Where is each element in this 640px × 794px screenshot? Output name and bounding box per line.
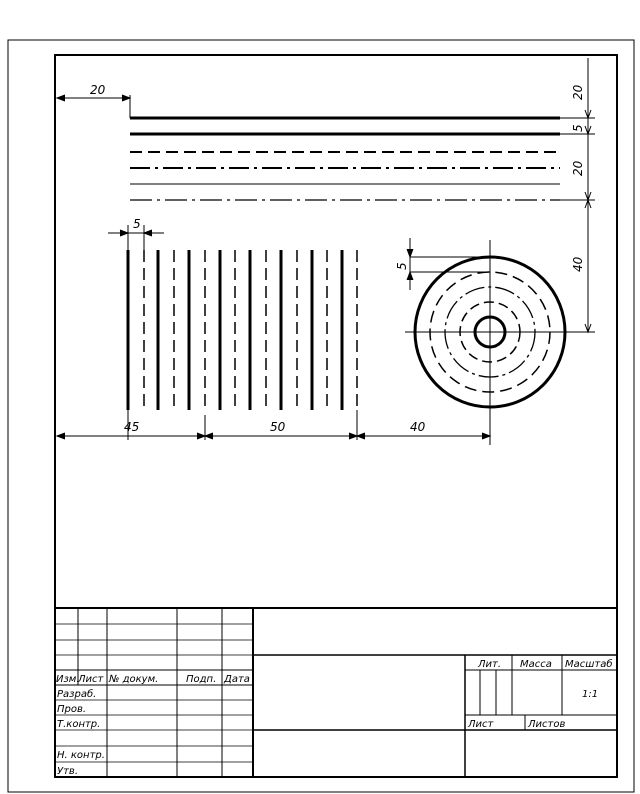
horizontal-lines-group [130, 118, 560, 200]
dimension-top-margin-label: 20 [571, 84, 585, 100]
header-n-dokum: № докум. [109, 674, 159, 685]
dimension-span-45-label: 45 [124, 420, 140, 434]
sheet-label: Лист [468, 719, 494, 730]
role-razrab: Разраб. [57, 689, 97, 700]
role-utv: Утв. [57, 766, 78, 777]
header-list: Лист [78, 674, 104, 685]
dimension-circle-offset-label: 40 [571, 256, 585, 272]
dimension-radius-step-label: 5 [395, 262, 409, 270]
dimension-radius-step [407, 238, 490, 290]
header-data: Дата [224, 674, 250, 685]
header-izm: Изм. [56, 674, 80, 685]
dimension-vertical-gap-label: 5 [133, 217, 141, 231]
role-n-kontr: Н. контр. [57, 750, 105, 761]
circles-group [405, 240, 595, 445]
header-podp: Подп. [186, 674, 217, 685]
scale-value: 1:1 [582, 689, 599, 700]
sheets-label: Листов [528, 719, 566, 730]
header-massa: Масса [520, 659, 552, 670]
role-t-kontr: Т.контр. [57, 719, 101, 730]
vertical-lines-group [128, 250, 357, 410]
dimension-group-gap-label: 20 [571, 160, 585, 176]
role-prov: Пров. [57, 704, 87, 715]
header-lit: Лит. [478, 659, 502, 670]
header-masshtab: Масштаб [565, 659, 613, 670]
dimension-line-gap-label: 5 [571, 124, 585, 132]
title-block [55, 608, 617, 777]
dimension-width-50-label: 50 [270, 420, 286, 434]
dimension-distance-40-label: 40 [410, 420, 426, 434]
dimension-indent-left-label: 20 [90, 83, 106, 97]
dimension-indent-left [57, 95, 130, 118]
